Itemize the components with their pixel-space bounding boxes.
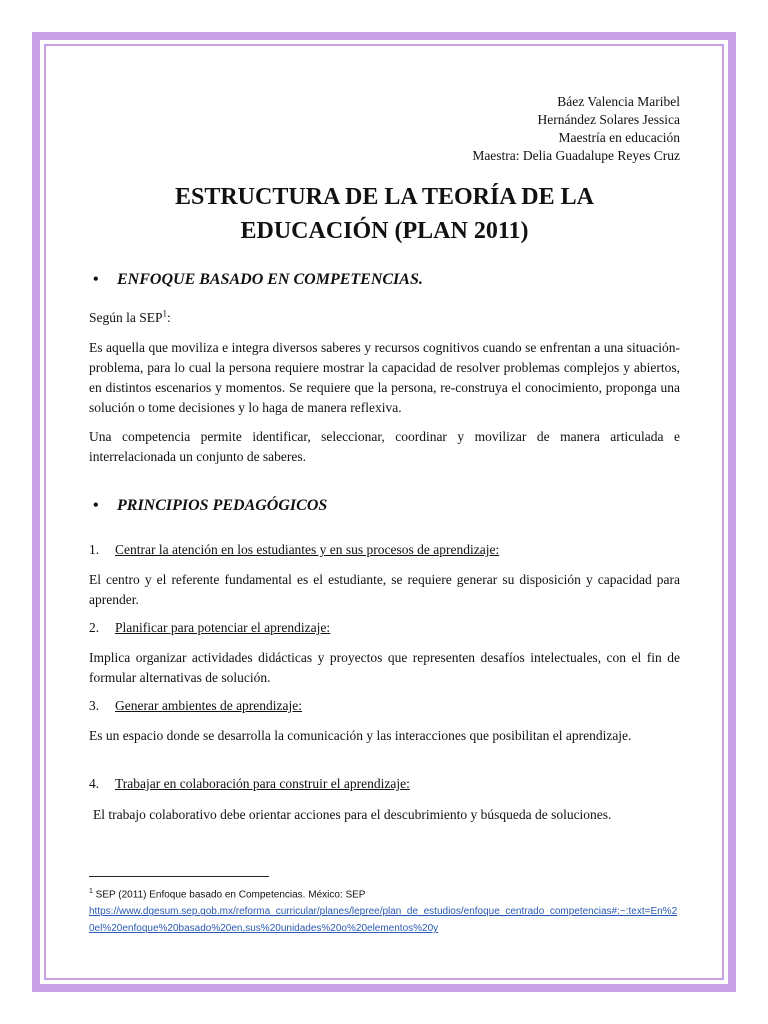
footnote-separator: [89, 876, 269, 877]
item-number: 3.: [89, 698, 100, 713]
item-title: Generar ambientes de aprendizaje:: [115, 698, 303, 713]
title-line-2: EDUCACIÓN (PLAN 2011): [240, 218, 529, 244]
author-block: [472, 93, 680, 165]
footnote-link[interactable]: https://www.dgesum.sep.gob.mx/reforma_curricular/planes/lepree/plan_de_estudios/enfoque_centrado_competencias#:~:text=En%20el%20enfoque%20basado%20en,sus%20unidades%20o%20elementos%20y: [89, 906, 678, 935]
program-name: Maestría en educación: [558, 130, 680, 145]
intro-colon: :: [167, 310, 171, 325]
document-page: [89, 0, 680, 1024]
item-title: Centrar la atención en los estudiantes y en sus procesos de aprendizaje:: [115, 542, 500, 557]
principle-item-1: [89, 540, 499, 560]
item-number: 2.: [89, 620, 100, 635]
principle-text-1: El centro y el referente fundamental es el estudiante, se requiere generar su disposición y capacidad para aprender.: [89, 572, 680, 607]
item-title: Trabajar en colaboración para construir el aprendizaje:: [115, 776, 410, 791]
author-name-1: Báez Valencia Maribel: [557, 94, 680, 109]
heading-text: PRINCIPIOS PEDAGÓGICOS: [117, 497, 328, 514]
footnote-ref[interactable]: 1: [162, 308, 168, 319]
author-name-2: Hernández Solares Jessica: [537, 112, 680, 127]
bullet-icon: •: [93, 497, 99, 514]
bullet-icon: •: [93, 271, 99, 288]
principle-item-2: [89, 618, 330, 638]
item-number: 4.: [89, 776, 100, 791]
intro-text: Según la SEP: [89, 310, 163, 325]
sep-intro: [89, 308, 680, 328]
principle-text-4: El trabajo colaborativo debe orientar acciones para el descubrimiento y búsqueda de soluciones.: [93, 807, 612, 822]
section-heading-principios: [93, 496, 327, 516]
item-number: 1.: [89, 542, 100, 557]
principle-text-3: Es un espacio donde se desarrolla la comunicación y las interacciones que posibilitan el aprendizaje.: [89, 728, 632, 743]
heading-text: ENFOQUE BASADO EN COMPETENCIAS.: [117, 271, 423, 288]
item-title: Planificar para potenciar el aprendizaje:: [115, 620, 331, 635]
title-line-1: ESTRUCTURA DE LA TEORÍA DE LA: [174, 184, 594, 210]
principle-text-2: Implica organizar actividades didácticas y proyectos que representen desafíos intelectuales, con el fin de formular alternativas de solución.: [89, 650, 680, 685]
principle-item-3: [89, 696, 302, 716]
footnote-mark: 1: [89, 888, 93, 895]
section-heading-enfoque: [93, 270, 423, 290]
teacher-name: Maestra: Delia Guadalupe Reyes Cruz: [472, 148, 680, 163]
footnote-text: SEP (2011) Enfoque basado en Competencias. México: SEP: [92, 889, 366, 901]
footnote-citation: [89, 883, 680, 903]
paragraph-competencia-definition: Es aquella que moviliza e integra diversos saberes y recursos cognitivos cuando se enfrentan a una situación-problema, para lo cual la persona requiere mostrar la capacidad de resolver problemas complejos y abiertos, en distintos escenarios y momentos. Se requiere que la persona, re-construya el conocimiento, proponga una solución o tome decisiones y lo haga de manera reflexiva.: [89, 340, 680, 415]
paragraph-competencia-purpose: Una competencia permite identificar, seleccionar, coordinar y movilizar de manera articulada e interrelacionada un conjunto de saberes.: [89, 429, 680, 464]
document-title: [89, 180, 680, 248]
footnote: [89, 883, 680, 937]
principle-item-4: [89, 774, 410, 794]
